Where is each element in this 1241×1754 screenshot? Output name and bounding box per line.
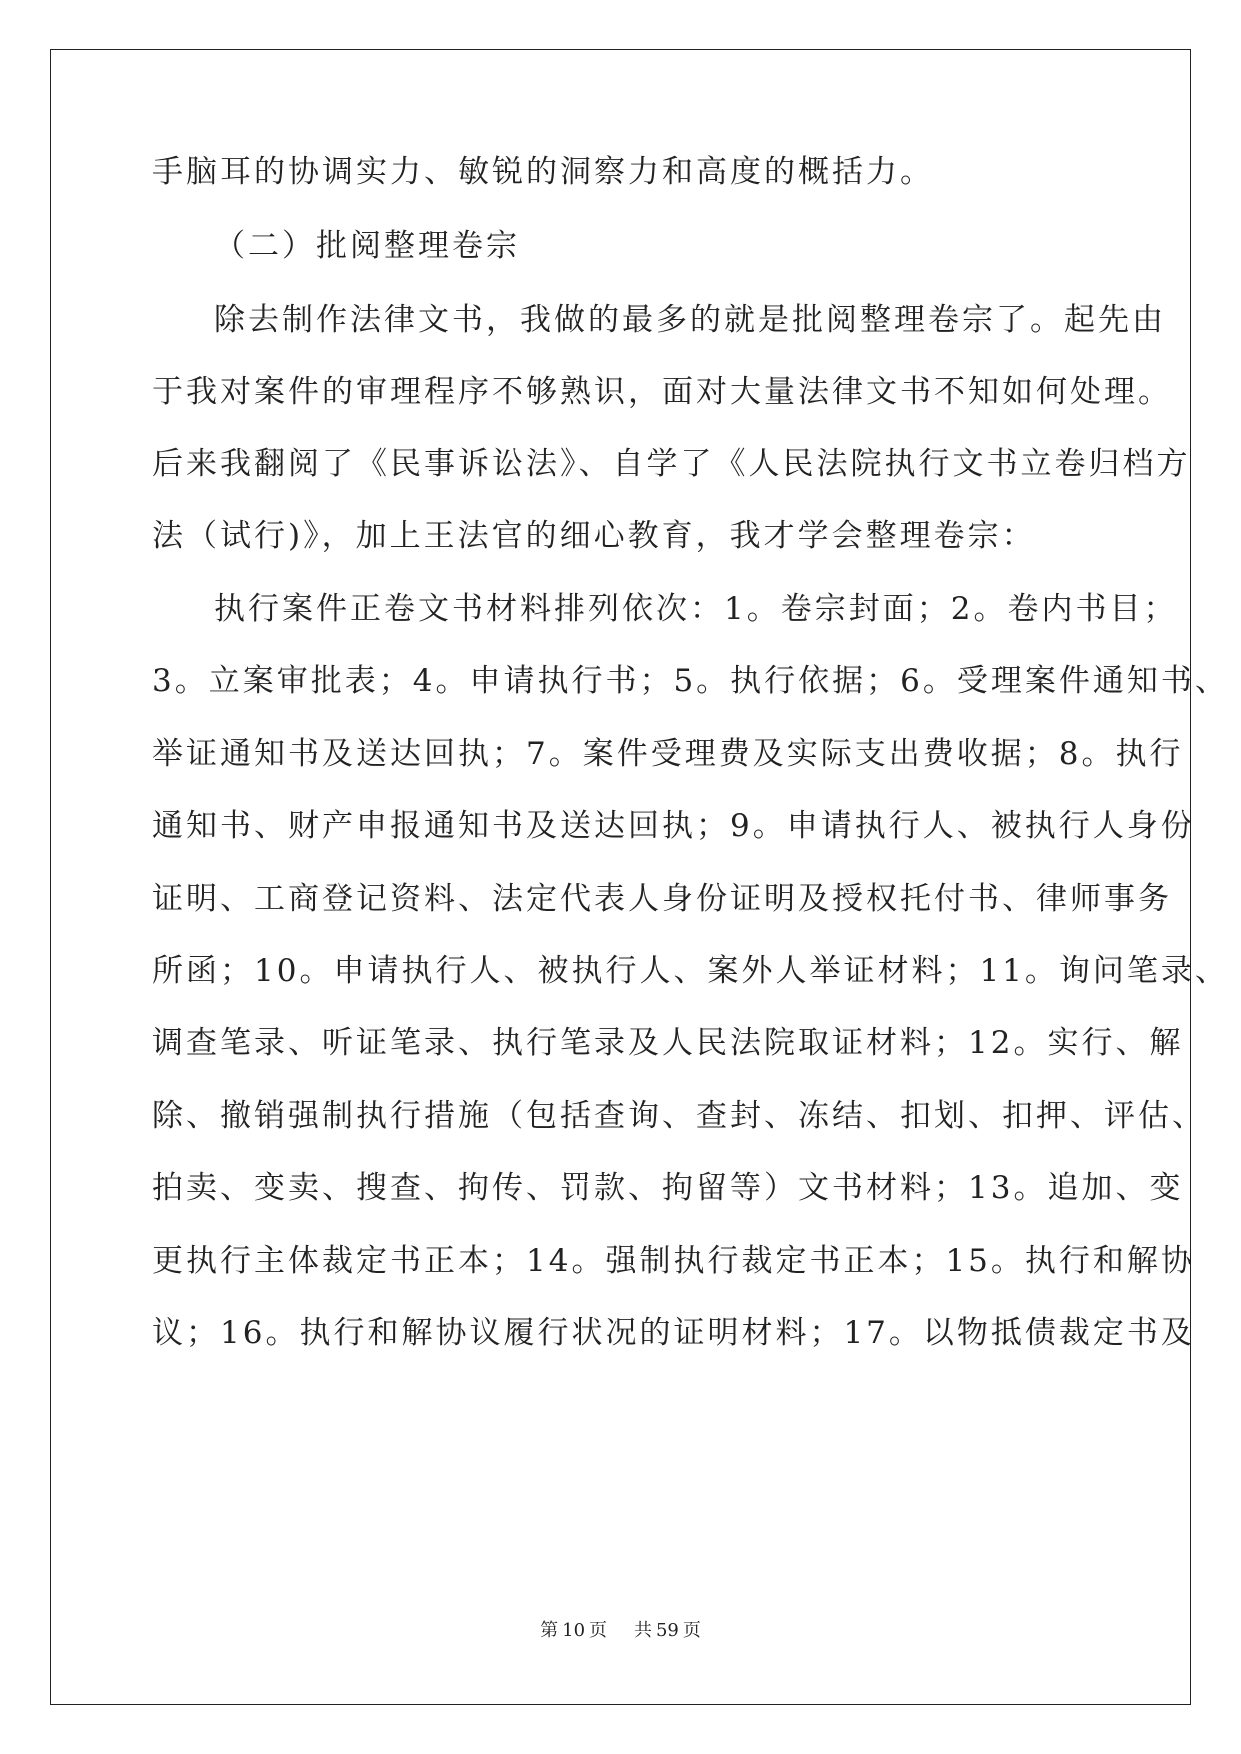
body-line-16: 更执行主体裁定书正本；14。强制执行裁定书正本；15。执行和解协	[152, 1243, 1195, 1279]
footer-total-suffix: 页	[682, 1620, 701, 1641]
section-heading: （二）批阅整理卷宗	[214, 228, 520, 264]
body-line-4: 于我对案件的审理程序不够熟识，面对大量法律文书不知如何处理。	[152, 374, 1172, 410]
body-line-5: 后来我翻阅了《民事诉讼法》、自学了《人民法院执行文书立卷归档方	[152, 446, 1191, 482]
body-line-8: 3。立案审批表；4。申请执行书；5。执行依据；6。受理案件通知书、	[152, 663, 1229, 699]
body-line-6: 法（试行)》，加上王法官的细心教育，我才学会整理卷宗：	[152, 518, 1036, 554]
body-line-14: 除、撤销强制执行措施（包括查询、查封、冻结、扣划、扣押、评估、	[152, 1098, 1206, 1134]
page-border	[50, 49, 1191, 1705]
body-line-12: 所函；10。申请执行人、被执行人、案外人举证材料；11。询问笔录、	[152, 953, 1229, 989]
footer-page-suffix: 页	[589, 1620, 608, 1641]
body-line-9: 举证通知书及送达回执；7。案件受理费及实际支出费收据；8。执行	[152, 736, 1184, 772]
body-line-17: 议；16。执行和解协议履行状况的证明材料；17。以物抵债裁定书及	[152, 1315, 1195, 1351]
footer-page-prefix: 第	[540, 1620, 559, 1641]
page-footer	[0, 1616, 1241, 1642]
footer-total-number: 59	[655, 1620, 679, 1641]
body-line-3: 除去制作法律文书，我做的最多的就是批阅整理卷宗了。起先由	[214, 302, 1166, 338]
body-line-1: 手脑耳的协调实力、敏锐的洞察力和高度的概括力。	[152, 154, 934, 190]
body-line-11: 证明、工商登记资料、法定代表人身份证明及授权托付书、律师事务	[152, 881, 1172, 917]
footer-total-prefix: 共	[633, 1620, 652, 1641]
body-line-10: 通知书、财产申报通知书及送达回执；9。申请执行人、被执行人身份	[152, 808, 1195, 844]
body-line-13: 调查笔录、听证笔录、执行笔录及人民法院取证材料；12。实行、解	[152, 1025, 1184, 1061]
body-line-7: 执行案件正卷文书材料排列依次：1。卷宗封面；2。卷内书目；	[214, 591, 1178, 627]
footer-page-number: 10	[562, 1620, 586, 1641]
body-line-15: 拍卖、变卖、搜查、拘传、罚款、拘留等）文书材料；13。追加、变	[152, 1170, 1184, 1206]
